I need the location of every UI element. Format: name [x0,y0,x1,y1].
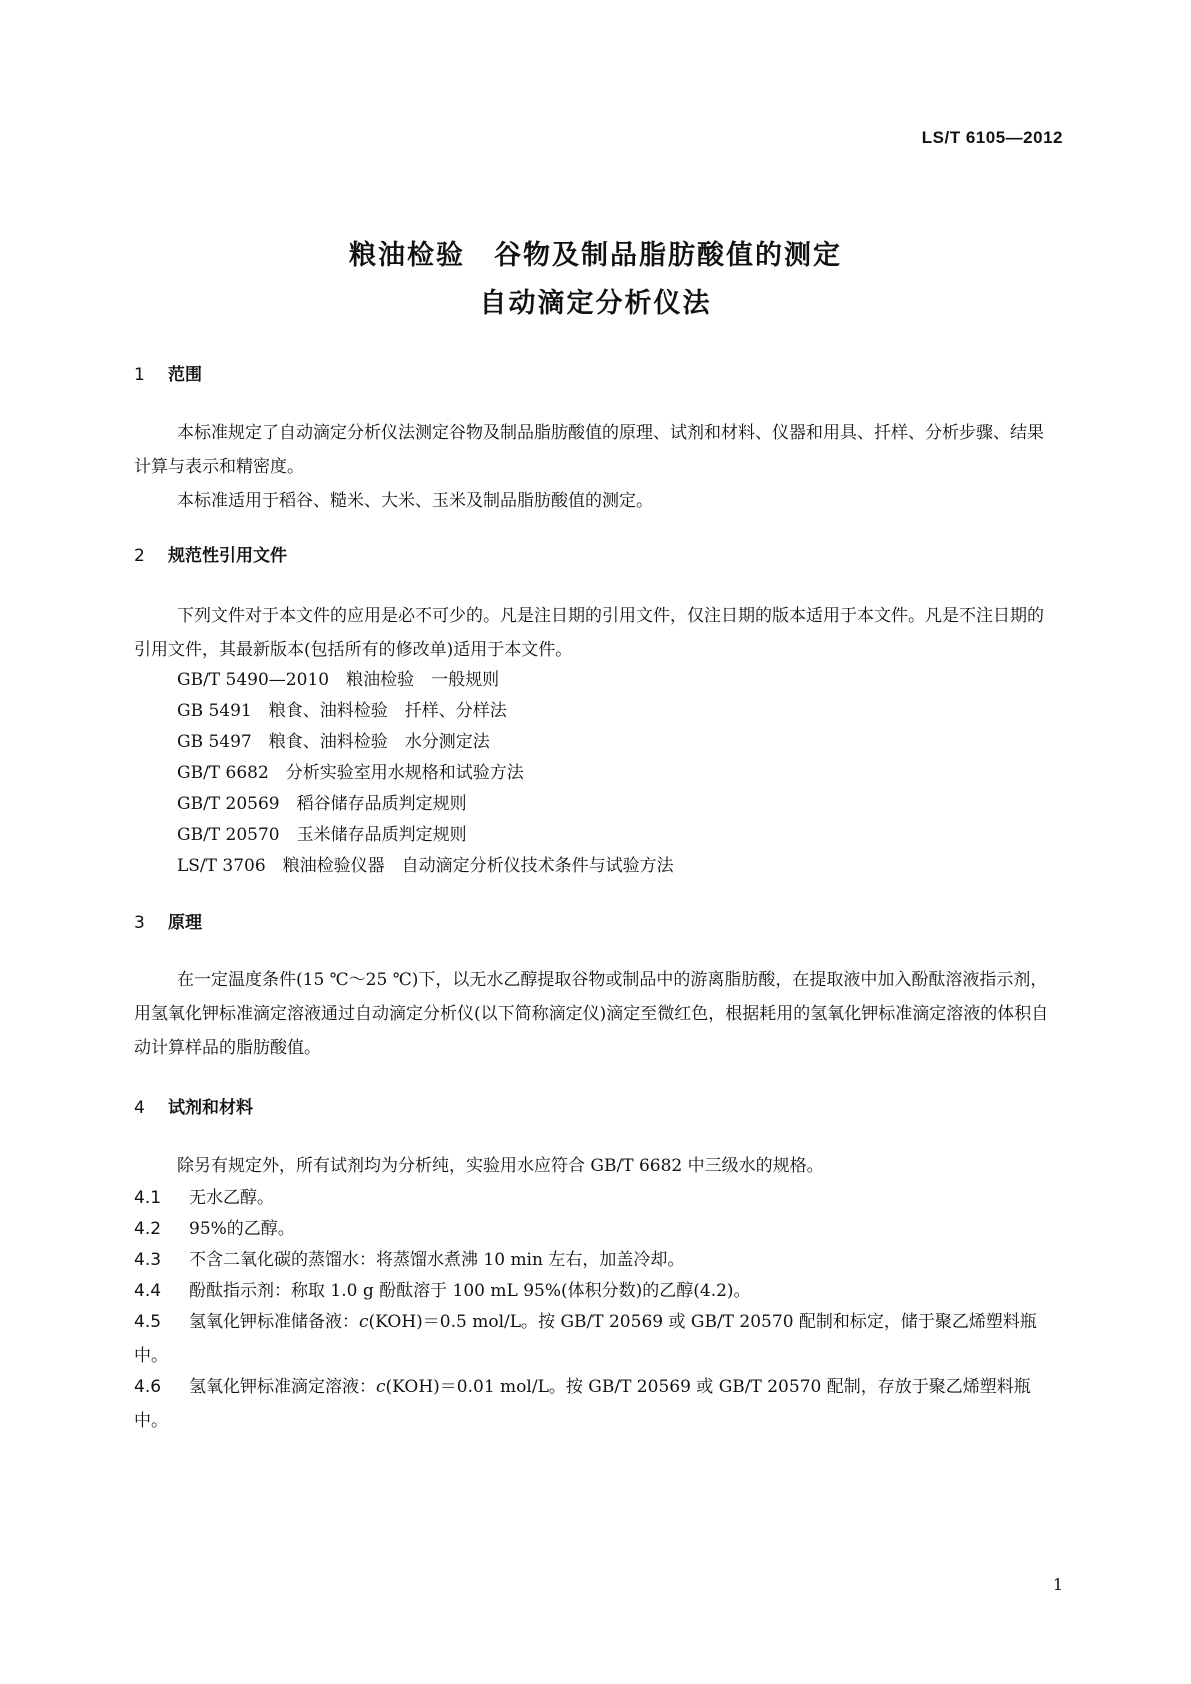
list-item [134,1370,1059,1438]
item-text-prefix: 氢氧化钾标准滴定溶液： [189,1377,376,1397]
section-3-paragraph-1: 在一定温度条件(15 ℃～25 ℃)下，以无水乙醇提取谷物或制品中的游离脂肪酸，在提取液中加入酚酞溶液指示剂，用氢氧化钾标准滴定溶液通过自动滴定分析仪(以下简称滴定仪)滴定至微红色，根据耗用的氢氧化钾标准滴定溶液的体积自动计算样品的脂肪酸值。 [134,970,1049,1058]
section-1-paragraph-2: 本标准适用于稻谷、糙米、大米、玉米及制品脂肪酸值的测定。 [177,491,653,511]
document-title-line2: 自动滴定分析仪法 [479,288,712,319]
section-2-paragraph-1: 下列文件对于本文件的应用是必不可少的。凡是注日期的引用文件，仅注日期的版本适用于本文件。凡是不注日期的引用文件，其最新版本(包括所有的修改单)适用于本文件。 [134,606,1044,660]
reference-item: GB 5491 粮食、油料检验 扦样、分样法 [177,701,507,721]
reference-item: GB/T 20569 稻谷储存品质判定规则 [177,794,467,814]
section-1-heading [134,360,202,385]
list-item [134,1274,1059,1308]
reference-item: GB/T 5490—2010 粮油检验 一般规则 [177,670,500,690]
section-title: 范围 [168,365,202,385]
standard-code: LS/T 6105—2012 [921,128,1063,147]
list-item [134,1212,1059,1246]
section-1-paragraph-1: 本标准规定了自动滴定分析仪法测定谷物及制品脂肪酸值的原理、试剂和材料、仪器和用具、扦样、分析步骤、结果计算与表示和精密度。 [134,423,1044,477]
reference-item: GB/T 6682 分析实验室用水规格和试验方法 [177,763,524,783]
list-item [134,1305,1059,1373]
list-item [134,1243,1059,1277]
item-variable: c [376,1377,386,1397]
section-4-paragraph-1: 除另有规定外，所有试剂均为分析纯，实验用水应符合 GB/T 6682 中三级水的规格。 [177,1156,824,1176]
section-4-heading [134,1093,253,1118]
reference-item: GB 5497 粮食、油料检验 水分测定法 [177,732,490,752]
item-text: (KOH)＝0.5 mol/L。按 GB/T 20569 或 GB/T 20570 配制和标定，储于聚乙烯塑料瓶中。 [134,1312,1037,1366]
list-item [134,1181,1059,1215]
document-title-line1: 粮油检验 谷物及制品脂肪酸值的测定 [349,240,842,271]
section-title: 试剂和材料 [168,1098,253,1118]
item-number: 4.5 [134,1312,162,1332]
item-number: 4.4 [134,1281,162,1301]
section-number: 2 [134,546,145,566]
item-text: 不含二氧化碳的蒸馏水：将蒸馏水煮沸 10 min 左右，加盖冷却。 [189,1250,685,1270]
item-text: 酚酞指示剂：称取 1.0 g 酚酞溶于 100 mL 95%(体积分数)的乙醇(4.2)。 [189,1281,751,1301]
section-title: 规范性引用文件 [168,546,287,566]
item-number: 4.6 [134,1377,162,1397]
section-title: 原理 [168,913,202,933]
section-number: 1 [134,365,145,385]
section-number: 3 [134,913,145,933]
item-number: 4.2 [134,1219,162,1239]
item-text: 无水乙醇。 [189,1188,274,1208]
section-3-heading [134,908,202,933]
reference-item: LS/T 3706 粮油检验仪器 自动滴定分析仪技术条件与试验方法 [177,856,674,876]
section-number: 4 [134,1098,145,1118]
item-variable: c [359,1312,369,1332]
item-text: (KOH)＝0.01 mol/L。按 GB/T 20569 或 GB/T 20570 配制，存放于聚乙烯塑料瓶中。 [134,1377,1031,1431]
item-text-prefix: 氢氧化钾标准储备液： [189,1312,359,1332]
reference-item: GB/T 20570 玉米储存品质判定规则 [177,825,467,845]
section-2-heading [134,541,287,566]
item-number: 4.1 [134,1188,162,1208]
item-number: 4.3 [134,1250,162,1270]
page-number: 1 [1052,1575,1063,1594]
item-text: 95%的乙醇。 [189,1219,295,1239]
